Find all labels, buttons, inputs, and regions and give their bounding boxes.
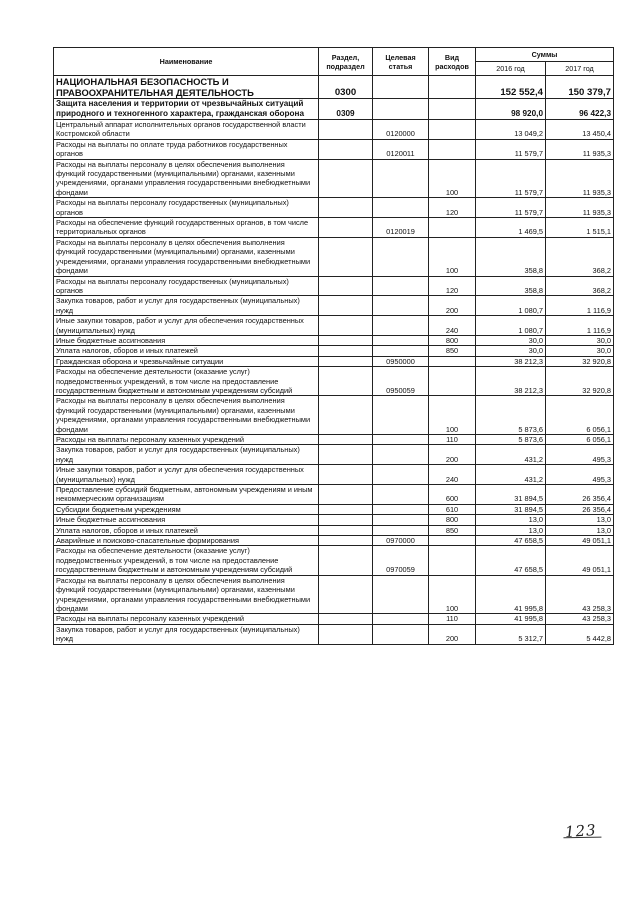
row-sum-2017: 30,0 [546, 335, 614, 345]
row-sum-2016: 41 995,8 [476, 614, 546, 624]
table-row [54, 296, 614, 316]
row-razdel [319, 276, 373, 296]
row-razdel [319, 316, 373, 336]
table-row [54, 218, 614, 238]
table-row [54, 525, 614, 535]
row-sum-2016: 1 080,7 [476, 316, 546, 336]
row-name: Защита населения и территории от чрезвычайных ситуаций природного и техногенного характера, гражданская оборона [54, 99, 319, 120]
row-sum-2016: 152 552,4 [476, 76, 546, 99]
header-name: Наименование [54, 48, 319, 76]
row-sum-2016: 31 894,5 [476, 485, 546, 505]
row-cst: 0970059 [373, 546, 429, 575]
row-sum-2017: 26 356,4 [546, 504, 614, 514]
row-vid: 200 [429, 296, 476, 316]
row-cst [373, 335, 429, 345]
row-sum-2016: 5 873,6 [476, 396, 546, 435]
row-name: Расходы на выплаты по оплате труда работников государственных органов [54, 139, 319, 159]
row-vid [429, 120, 476, 140]
row-sum-2016: 431,2 [476, 445, 546, 465]
row-sum-2017: 96 422,3 [546, 99, 614, 120]
row-razdel [319, 346, 373, 356]
row-sum-2016: 38 212,3 [476, 356, 546, 366]
header-razdel: Раздел, подраздел [319, 48, 373, 76]
row-name: Гражданская оборона и чрезвычайные ситуации [54, 356, 319, 366]
table-body [54, 76, 614, 645]
row-vid: 100 [429, 237, 476, 276]
row-cst [373, 76, 429, 99]
row-name: Расходы на выплаты персоналу государственных (муниципальных) органов [54, 198, 319, 218]
row-vid [429, 218, 476, 238]
row-vid [429, 536, 476, 546]
row-razdel [319, 536, 373, 546]
row-name: Закупка товаров, работ и услуг для государственных (муниципальных) нужд [54, 296, 319, 316]
budget-table [53, 47, 614, 645]
row-sum-2017: 32 920,8 [546, 367, 614, 396]
row-vid [429, 546, 476, 575]
row-name: Расходы на обеспечение деятельности (оказание услуг) подведомственных учреждений, в том числе на предоставление государственным бюджетным и автономным учреждениям субсидий [54, 546, 319, 575]
row-vid: 100 [429, 159, 476, 198]
row-sum-2017: 49 051,1 [546, 536, 614, 546]
row-vid: 200 [429, 445, 476, 465]
row-cst: 0970000 [373, 536, 429, 546]
table-row [54, 575, 614, 614]
row-name: Иные закупки товаров, работ и услуг для обеспечения государственных (муниципальных) нужд [54, 316, 319, 336]
row-sum-2017: 30,0 [546, 346, 614, 356]
row-sum-2017: 13 450,4 [546, 120, 614, 140]
row-sum-2016: 5 312,7 [476, 624, 546, 644]
row-sum-2016: 11 579,7 [476, 159, 546, 198]
row-sum-2017: 5 442,8 [546, 624, 614, 644]
row-sum-2017: 6 056,1 [546, 435, 614, 445]
row-sum-2016: 5 873,6 [476, 435, 546, 445]
row-cst [373, 237, 429, 276]
row-name: Закупка товаров, работ и услуг для государственных (муниципальных) нужд [54, 624, 319, 644]
table-row [54, 159, 614, 198]
row-cst [373, 276, 429, 296]
row-vid: 100 [429, 396, 476, 435]
row-razdel [319, 139, 373, 159]
table-row [54, 99, 614, 120]
row-razdel [319, 485, 373, 505]
row-vid: 240 [429, 465, 476, 485]
table-row [54, 546, 614, 575]
row-razdel [319, 445, 373, 465]
row-vid [429, 367, 476, 396]
row-cst [373, 99, 429, 120]
row-sum-2016: 31 894,5 [476, 504, 546, 514]
budget-document [53, 47, 613, 645]
row-razdel [319, 546, 373, 575]
row-razdel [319, 218, 373, 238]
row-vid: 240 [429, 316, 476, 336]
row-cst [373, 316, 429, 336]
row-razdel: 0300 [319, 76, 373, 99]
row-vid: 100 [429, 575, 476, 614]
row-vid: 610 [429, 504, 476, 514]
row-vid [429, 76, 476, 99]
row-name: Расходы на выплаты персоналу государственных (муниципальных) органов [54, 276, 319, 296]
table-row [54, 139, 614, 159]
row-name: Центральный аппарат исполнительных органов государственной власти Костромской области [54, 120, 319, 140]
row-sum-2016: 30,0 [476, 335, 546, 345]
table-row [54, 198, 614, 218]
row-cst: 0120019 [373, 218, 429, 238]
row-cst [373, 504, 429, 514]
row-razdel [319, 120, 373, 140]
row-sum-2016: 358,8 [476, 276, 546, 296]
row-vid: 110 [429, 435, 476, 445]
row-vid: 200 [429, 624, 476, 644]
header-cst: Целевая статья [373, 48, 429, 76]
row-razdel [319, 525, 373, 535]
table-row [54, 346, 614, 356]
row-name: Предоставление субсидий бюджетным, автономным учреждениям и иным некоммерческим организациям [54, 485, 319, 505]
row-cst [373, 445, 429, 465]
row-vid: 600 [429, 485, 476, 505]
row-cst: 0950000 [373, 356, 429, 366]
row-sum-2017: 49 051,1 [546, 546, 614, 575]
table-row [54, 335, 614, 345]
row-name: Расходы на выплаты персоналу казенных учреждений [54, 614, 319, 624]
row-cst [373, 198, 429, 218]
table-row [54, 465, 614, 485]
table-row [54, 435, 614, 445]
row-sum-2016: 13 049,2 [476, 120, 546, 140]
row-sum-2016: 30,0 [476, 346, 546, 356]
row-razdel [319, 296, 373, 316]
row-sum-2017: 32 920,8 [546, 356, 614, 366]
row-vid: 800 [429, 515, 476, 525]
row-name: Расходы на обеспечение функций государственных органов, в том числе территориальных органов [54, 218, 319, 238]
row-razdel [319, 504, 373, 514]
row-sum-2016: 1 469,5 [476, 218, 546, 238]
row-cst [373, 515, 429, 525]
row-name: Уплата налогов, сборов и иных платежей [54, 346, 319, 356]
row-vid [429, 356, 476, 366]
row-cst [373, 296, 429, 316]
row-cst [373, 614, 429, 624]
row-cst [373, 396, 429, 435]
row-sum-2017: 43 258,3 [546, 614, 614, 624]
row-vid: 800 [429, 335, 476, 345]
row-name: Субсидии бюджетным учреждениям [54, 504, 319, 514]
row-sum-2016: 1 080,7 [476, 296, 546, 316]
row-sum-2017: 13,0 [546, 515, 614, 525]
row-sum-2017: 26 356,4 [546, 485, 614, 505]
row-razdel [319, 614, 373, 624]
row-name: Расходы на выплаты персоналу в целях обеспечения выполнения функций государственными (муниципальными) органами, казенными учреждениями, органами управления государственными внебюджетными фондами [54, 396, 319, 435]
row-sum-2017: 11 935,3 [546, 198, 614, 218]
row-razdel [319, 198, 373, 218]
row-vid [429, 99, 476, 120]
row-sum-2016: 358,8 [476, 237, 546, 276]
row-sum-2017: 150 379,7 [546, 76, 614, 99]
row-razdel [319, 159, 373, 198]
row-sum-2017: 13,0 [546, 525, 614, 535]
table-row [54, 396, 614, 435]
table-row [54, 614, 614, 624]
row-sum-2016: 431,2 [476, 465, 546, 485]
row-cst [373, 525, 429, 535]
row-sum-2017: 368,2 [546, 276, 614, 296]
row-sum-2016: 47 658,5 [476, 546, 546, 575]
row-razdel [319, 396, 373, 435]
row-sum-2016: 11 579,7 [476, 139, 546, 159]
row-sum-2017: 11 935,3 [546, 139, 614, 159]
header-sums: Суммы [476, 48, 614, 62]
row-cst [373, 465, 429, 485]
row-razdel [319, 575, 373, 614]
row-name: Расходы на обеспечение деятельности (оказание услуг) подведомственных учреждений, в том числе на предоставление государственным бюджетным и автономным учреждениям субсидий [54, 367, 319, 396]
row-name: Уплата налогов, сборов и иных платежей [54, 525, 319, 535]
row-sum-2017: 495,3 [546, 465, 614, 485]
row-razdel [319, 237, 373, 276]
row-name: Расходы на выплаты персоналу в целях обеспечения выполнения функций государственными (муниципальными) органами, казенными учреждениями, органами управления государственными внебюджетными фондами [54, 575, 319, 614]
row-name: Расходы на выплаты персоналу в целях обеспечения выполнения функций государственными (муниципальными) органами, казенными учреждениями, органами управления государственными внебюджетными фондами [54, 159, 319, 198]
row-cst [373, 624, 429, 644]
row-name: НАЦИОНАЛЬНАЯ БЕЗОПАСНОСТЬ И ПРАВООХРАНИТЕЛЬНАЯ ДЕЯТЕЛЬНОСТЬ [54, 76, 319, 99]
row-sum-2017: 11 935,3 [546, 159, 614, 198]
row-sum-2016: 47 658,5 [476, 536, 546, 546]
table-row [54, 624, 614, 644]
page-number: 123 [564, 820, 598, 842]
row-razdel [319, 624, 373, 644]
row-sum-2017: 1 116,9 [546, 296, 614, 316]
row-vid [429, 139, 476, 159]
row-vid: 120 [429, 198, 476, 218]
row-razdel [319, 356, 373, 366]
row-sum-2016: 13,0 [476, 525, 546, 535]
table-row [54, 367, 614, 396]
table-row [54, 276, 614, 296]
row-cst [373, 346, 429, 356]
row-vid: 850 [429, 346, 476, 356]
table-row [54, 485, 614, 505]
row-cst [373, 575, 429, 614]
row-razdel: 0309 [319, 99, 373, 120]
row-name: Аварийные и поисково-спасательные формирования [54, 536, 319, 546]
row-cst: 0120011 [373, 139, 429, 159]
row-sum-2017: 495,3 [546, 445, 614, 465]
row-name: Иные закупки товаров, работ и услуг для обеспечения государственных (муниципальных) нужд [54, 465, 319, 485]
row-razdel [319, 335, 373, 345]
row-sum-2017: 1 116,9 [546, 316, 614, 336]
table-row [54, 504, 614, 514]
table-row [54, 76, 614, 99]
header-year-2017: 2017 год [546, 62, 614, 76]
header-year-2016: 2016 год [476, 62, 546, 76]
row-cst: 0950059 [373, 367, 429, 396]
header-vid: Вид расходов [429, 48, 476, 76]
row-sum-2017: 1 515,1 [546, 218, 614, 238]
row-sum-2016: 38 212,3 [476, 367, 546, 396]
row-name: Иные бюджетные ассигнования [54, 515, 319, 525]
row-name: Закупка товаров, работ и услуг для государственных (муниципальных) нужд [54, 445, 319, 465]
row-vid: 110 [429, 614, 476, 624]
table-row [54, 515, 614, 525]
row-razdel [319, 515, 373, 525]
row-name: Иные бюджетные ассигнования [54, 335, 319, 345]
row-name: Расходы на выплаты персоналу в целях обеспечения выполнения функций государственными (муниципальными) органами, казенными учреждениями, органами управления государственными внебюджетными фондами [54, 237, 319, 276]
table-row [54, 356, 614, 366]
table-row [54, 237, 614, 276]
row-vid: 120 [429, 276, 476, 296]
row-razdel [319, 465, 373, 485]
table-row [54, 120, 614, 140]
row-sum-2016: 98 920,0 [476, 99, 546, 120]
row-vid: 850 [429, 525, 476, 535]
table-row [54, 316, 614, 336]
table-row [54, 445, 614, 465]
row-cst: 0120000 [373, 120, 429, 140]
row-sum-2017: 43 258,3 [546, 575, 614, 614]
row-sum-2017: 368,2 [546, 237, 614, 276]
row-sum-2016: 13,0 [476, 515, 546, 525]
row-sum-2016: 11 579,7 [476, 198, 546, 218]
row-cst [373, 435, 429, 445]
row-cst [373, 485, 429, 505]
row-razdel [319, 435, 373, 445]
row-cst [373, 159, 429, 198]
row-sum-2016: 41 995,8 [476, 575, 546, 614]
row-name: Расходы на выплаты персоналу казенных учреждений [54, 435, 319, 445]
table-row [54, 536, 614, 546]
row-razdel [319, 367, 373, 396]
row-sum-2017: 6 056,1 [546, 396, 614, 435]
